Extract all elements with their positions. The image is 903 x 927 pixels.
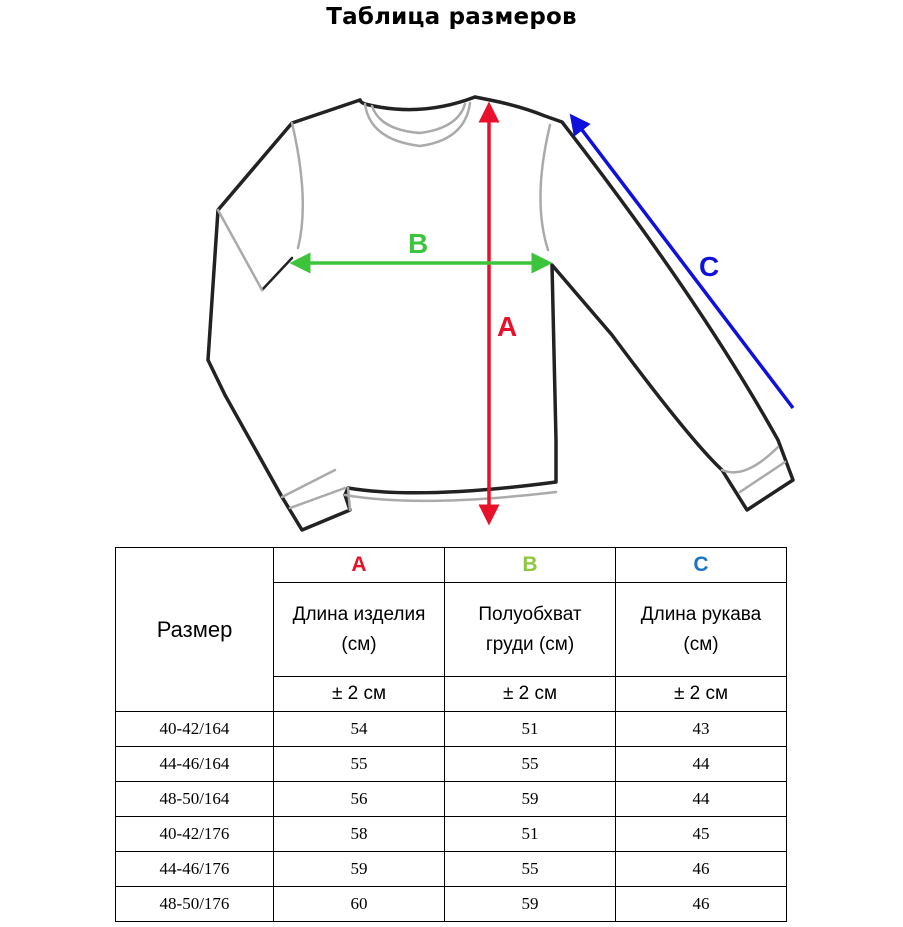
- row-size: 44-46/176: [116, 852, 274, 887]
- col-a-letter: A: [274, 548, 445, 583]
- row-size: 48-50/164: [116, 782, 274, 817]
- col-a-tolerance: ± 2 см: [274, 677, 445, 712]
- table-row: [116, 887, 787, 922]
- col-a-name: Длина изделия (см): [274, 583, 445, 677]
- table-row: [116, 712, 787, 747]
- col-b-name: Полуобхват груди (см): [445, 583, 616, 677]
- row-size: 48-50/176: [116, 887, 274, 922]
- page-title: Таблица размеров: [326, 4, 577, 30]
- table-row: [116, 782, 787, 817]
- table-row: [116, 852, 787, 887]
- row-a: 60: [274, 887, 445, 922]
- label-a: A: [497, 311, 518, 342]
- label-c: C: [699, 251, 720, 282]
- row-b: 59: [445, 782, 616, 817]
- arrow-c: [576, 122, 793, 408]
- row-a: 58: [274, 817, 445, 852]
- row-c: 44: [616, 747, 787, 782]
- col-b-tolerance: ± 2 см: [445, 677, 616, 712]
- size-table: [115, 547, 787, 922]
- row-c: 45: [616, 817, 787, 852]
- label-b: B: [408, 228, 429, 259]
- row-b: 51: [445, 712, 616, 747]
- row-b: 55: [445, 747, 616, 782]
- row-size: 40-42/164: [116, 712, 274, 747]
- row-c: 43: [616, 712, 787, 747]
- row-a: 56: [274, 782, 445, 817]
- row-b: 59: [445, 887, 616, 922]
- row-size: 40-42/176: [116, 817, 274, 852]
- col-c-tolerance: ± 2 см: [616, 677, 787, 712]
- row-size: 44-46/164: [116, 747, 274, 782]
- col-b-letter: B: [445, 548, 616, 583]
- col-c-name: Длина рукава (см): [616, 583, 787, 677]
- row-b: 51: [445, 817, 616, 852]
- row-c: 44: [616, 782, 787, 817]
- size-header: Размер: [116, 548, 274, 712]
- row-a: 54: [274, 712, 445, 747]
- table-row: [116, 817, 787, 852]
- table-row: [116, 747, 787, 782]
- row-b: 55: [445, 852, 616, 887]
- row-c: 46: [616, 852, 787, 887]
- row-c: 46: [616, 887, 787, 922]
- row-a: 55: [274, 747, 445, 782]
- row-a: 59: [274, 852, 445, 887]
- col-c-letter: C: [616, 548, 787, 583]
